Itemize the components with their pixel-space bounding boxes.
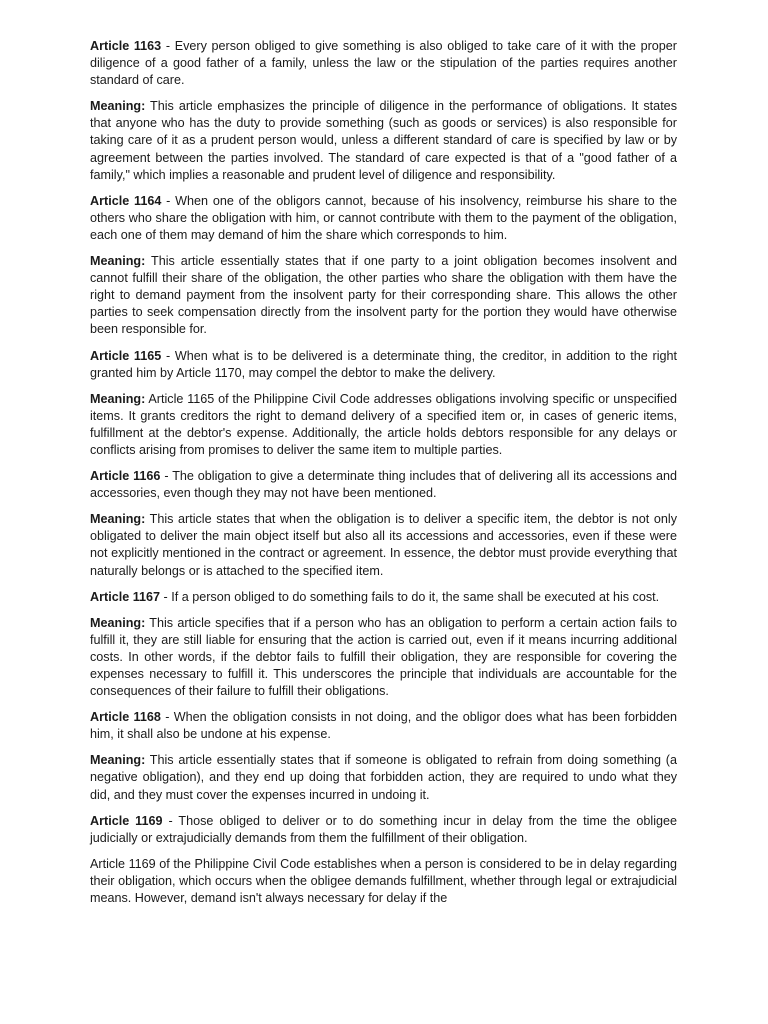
article-label: Article 1165 (90, 348, 162, 363)
article-1169-explanation-paragraph (90, 856, 677, 907)
meaning-1163-paragraph (90, 98, 677, 183)
article-label: Article 1167 (90, 589, 161, 604)
paragraph-text: - Those obliged to deliver or to do something incur in delay from the time the obligee judicially or extrajudicially demands from them the fulfillment of their obligation. (90, 813, 678, 845)
article-label: Article 1164 (90, 193, 162, 208)
article-label: Article 1168 (90, 710, 161, 725)
paragraph-text: This article essentially states that if one party to a joint obligation becomes insolvent and cannot fulfill their share of the obligation, the other parties who share the obligation with them have the right to demand payment from the insolvent party for their corresponding share. This allows the other parties to seek compensation directly from the insolvent party for the portion they would have otherwise been responsible for. (90, 254, 677, 337)
paragraph-text: This article emphasizes the principle of diligence in the performance of obligations. It states that anyone who has the duty to provide something (such as goods or services) is also responsible for taking care of it as a prudent person would, unless a different standard of care is specified by law or by agreement between the parties involved. The standard of care expected is that of a "good father of a family," which implies a reasonable and prudent level of diligence and responsibility. (90, 99, 677, 182)
paragraph-text: This article specifies that if a person who has an obligation to perform a certain action fails to fulfill it, they are still liable for ensuring that the action is carried out, even if it means incurring additional costs. In other words, if the debtor fails to fulfill their obligation, they are responsible for covering the expenses necessary to fulfill it. This underscores the principle that individuals are accountable for the consequences of their failure to fulfill their obligations. (90, 615, 677, 699)
article-1167-paragraph (90, 589, 677, 606)
article-label: Article 1163 (90, 39, 162, 53)
meaning-1164-paragraph (90, 253, 677, 338)
meaning-label: Meaning: (90, 99, 146, 114)
paragraph-text: Article 1169 of the Philippine Civil Code establishes when a person is considered to be in delay regarding their obligation, which occurs when the obligee demands fulfillment, whether through legal or extrajudicial means. However, demand isn't always necessary for delay if the (90, 856, 677, 906)
paragraph-text: - The obligation to give a determinate thing includes that of delivering all its accessions and accessories, even though they may not have been mentioned. (90, 469, 677, 501)
paragraph-text: - Every person obliged to give something is also obliged to take care of it with the proper diligence of a good father of a family, unless the law or the stipulation of the parties requires another standard of care. (90, 39, 677, 88)
paragraph-text: - When the obligation consists in not doing, and the obligor does what has been forbidden him, it shall also be undone at his expense. (90, 710, 678, 742)
article-label: Article 1166 (90, 469, 161, 484)
paragraph-text: Article 1165 of the Philippine Civil Code addresses obligations involving specific or unspecified items. It grants creditors the right to demand delivery of a specified item or, in cases of generic items, fulfillment at the debtor's expense. Additionally, the article holds debtors responsible for any delays or conflicts arising from promises to deliver the same item to multiple parties. (90, 391, 677, 457)
paragraph-text: - If a person obliged to do something fails to do it, the same shall be executed at his cost. (160, 589, 660, 604)
document-page (90, 38, 677, 916)
article-label: Article 1169 (90, 813, 163, 828)
meaning-1165-paragraph (90, 391, 677, 459)
article-1164-paragraph (90, 193, 677, 244)
meaning-1166-paragraph (90, 511, 677, 579)
article-1165-paragraph (90, 348, 677, 382)
article-1168-paragraph (90, 709, 677, 743)
meaning-1168-paragraph (90, 752, 677, 803)
meaning-label: Meaning: (90, 615, 146, 630)
paragraph-text: - When one of the obligors cannot, because of his insolvency, reimburse his share to the others who share the obligation with him, or cannot contribute with them to the payment of the obligation, each one of them may demand of him the share which corresponds to him. (90, 193, 677, 242)
article-1169-paragraph (90, 813, 677, 847)
paragraph-text: - When what is to be delivered is a determinate thing, the creditor, in addition to the right granted him by Article 1170, may compel the debtor to make the delivery. (90, 348, 677, 380)
paragraph-text: This article essentially states that if someone is obligated to refrain from doing something (a negative obligation), and they end up doing that forbidden action, they are required to undo what they did, and they must cover the expenses incurred in undoing it. (90, 753, 677, 802)
meaning-label: Meaning: (90, 254, 146, 269)
meaning-label: Meaning: (90, 753, 146, 768)
article-1163-paragraph (90, 38, 677, 89)
paragraph-text: This article states that when the obligation is to deliver a specific item, the debtor is not only obligated to deliver the main object itself but also all its accessions and accessories, even if these were not explicitly mentioned in the contract or agreement. In essence, the debtor must provide everything that naturally belongs or is attached to the specified item. (90, 512, 677, 578)
meaning-label: Meaning: (90, 391, 146, 406)
article-1166-paragraph (90, 468, 677, 502)
meaning-1167-paragraph (90, 615, 677, 700)
meaning-label: Meaning: (90, 512, 146, 527)
